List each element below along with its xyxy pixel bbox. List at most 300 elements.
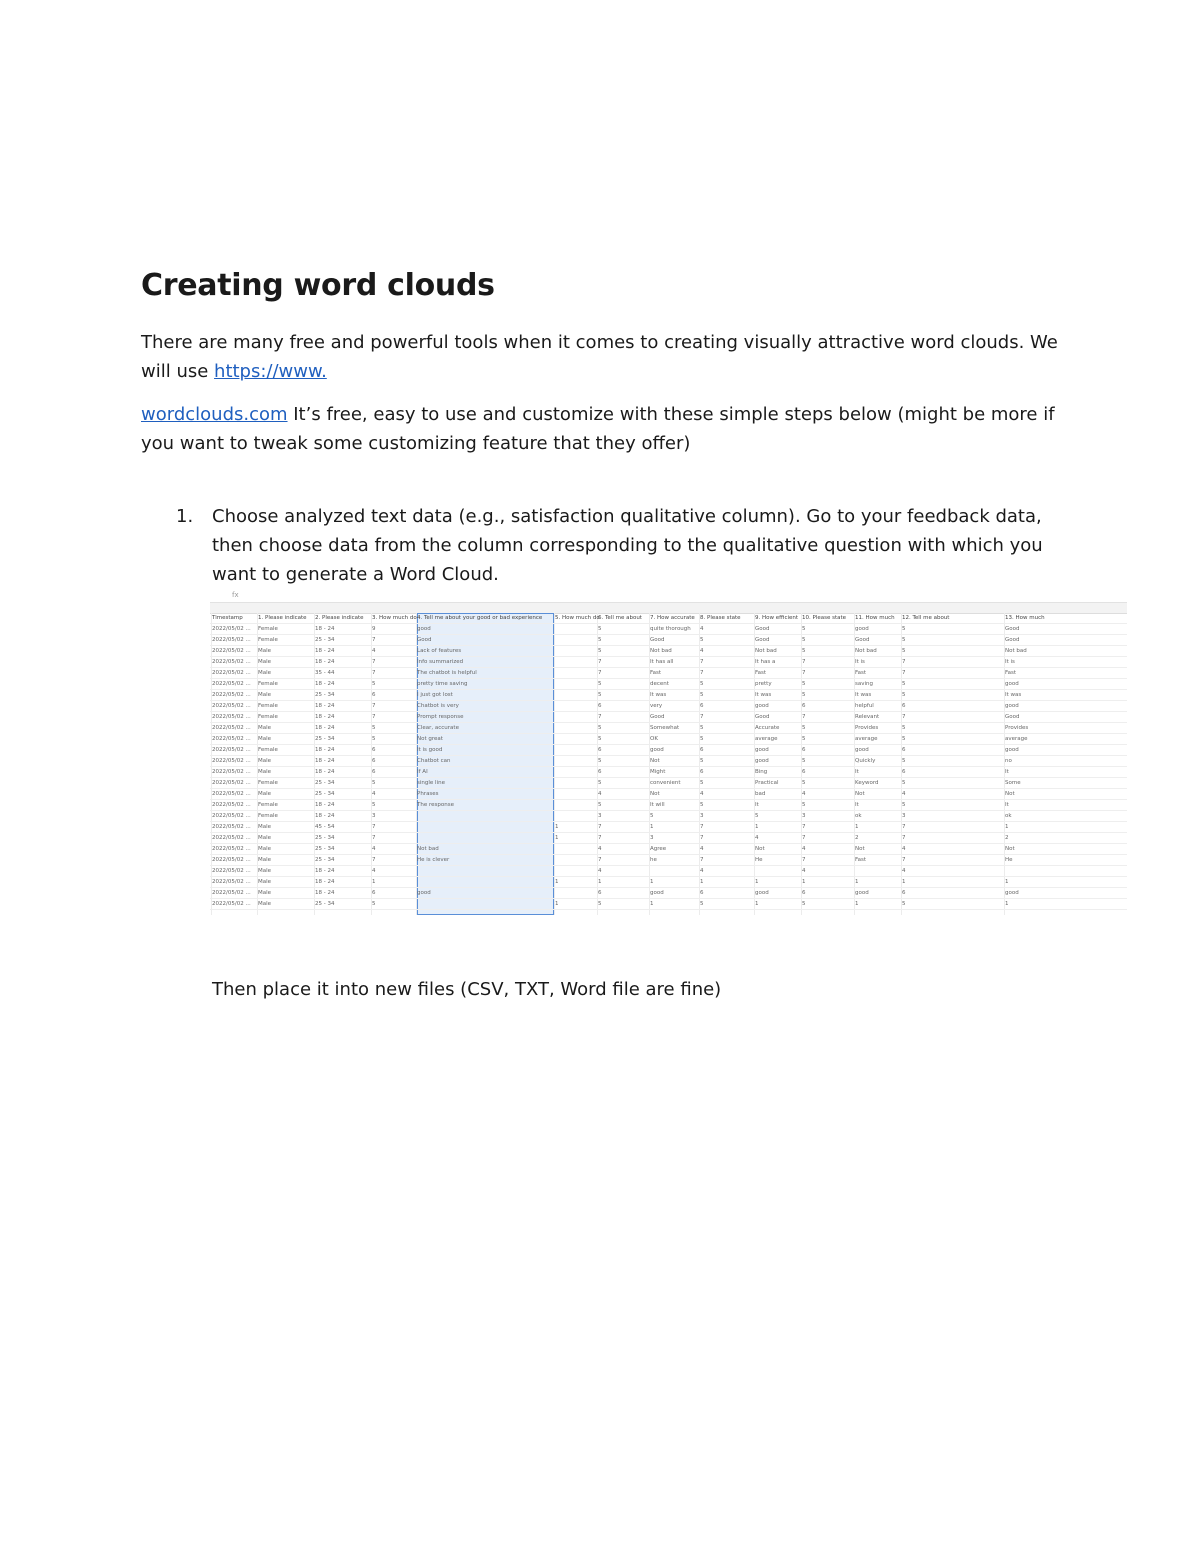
intro-paragraph [141, 328, 1071, 386]
table-row [210, 834, 1127, 844]
table-cell: Relevant [855, 714, 880, 720]
table-cell: 2022/05/02 ... [212, 780, 251, 786]
table-cell: 18 - 24 [315, 659, 335, 665]
intro-text-2: It’s free, easy to use and customize with these simple steps below (might be more if you want to tweak some customizing feature that they offer) [141, 404, 1055, 454]
table-cell: 5 [700, 736, 704, 742]
table-cell: 2022/05/02 ... [212, 758, 251, 764]
table-cell: good [755, 703, 769, 709]
table-cell: 6 [372, 890, 376, 896]
table-row [210, 735, 1127, 745]
table-cell: 4 [700, 791, 704, 797]
table-cell: 5 [802, 637, 806, 643]
table-cell: 5 [902, 901, 906, 907]
table-cell: 1 [755, 879, 759, 885]
table-cell: 1 [700, 879, 704, 885]
table-cell: 2022/05/02 ... [212, 659, 251, 665]
table-cell: Male [258, 758, 272, 764]
table-cell: 4 [902, 791, 906, 797]
table-cell: Good [650, 714, 665, 720]
table-cell: 18 - 24 [315, 648, 335, 654]
column-header-bar [210, 603, 1127, 614]
table-cell: Not [650, 791, 660, 797]
table-cell: 18 - 24 [315, 879, 335, 885]
table-cell: 2022/05/02 ... [212, 901, 251, 907]
table-cell: Male [258, 791, 272, 797]
table-cell: 6 [902, 747, 906, 753]
table-cell: Female [258, 703, 278, 709]
table-cell: Good [1005, 637, 1020, 643]
link-https[interactable]: https://www. [214, 361, 327, 382]
table-cell: 2022/05/02 ... [212, 769, 251, 775]
table-cell: It was [855, 692, 872, 698]
table-cell: 5 [802, 780, 806, 786]
table-cell: convenient [650, 780, 681, 786]
table-cell: It [855, 769, 859, 775]
table-cell: 2 [855, 835, 859, 841]
table-cell: Female [258, 780, 278, 786]
table-row [210, 812, 1127, 822]
table-cell: average [755, 736, 778, 742]
table-row [210, 900, 1127, 910]
table-cell: helpful [855, 703, 874, 709]
header-cell: 12. Tell me about [902, 615, 950, 621]
table-cell: 2 [1005, 835, 1009, 841]
header-cell: 3. How much do [372, 615, 417, 621]
table-cell: 4 [598, 791, 602, 797]
table-cell: 7 [700, 835, 704, 841]
table-cell: Not [855, 846, 865, 852]
table-cell: 5 [902, 626, 906, 632]
table-cell: OK [650, 736, 658, 742]
table-cell: 7 [902, 670, 906, 676]
table-cell: 2022/05/02 ... [212, 813, 251, 819]
table-cell: 1 [555, 901, 559, 907]
table-cell: 18 - 24 [315, 813, 335, 819]
table-cell: 2022/05/02 ... [212, 692, 251, 698]
table-cell: 2022/05/02 ... [212, 791, 251, 797]
table-cell: 7 [372, 824, 376, 830]
table-cell: Fast [855, 670, 867, 676]
table-cell: single line [417, 780, 445, 786]
table-cell: 4 [700, 868, 704, 874]
table-cell: 7 [372, 835, 376, 841]
table-cell: 18 - 24 [315, 890, 335, 896]
header-cell: 9. How efficient [755, 615, 799, 621]
table-cell: 7 [902, 835, 906, 841]
table-cell: Male [258, 890, 272, 896]
table-cell: Not [1005, 846, 1015, 852]
table-cell: Male [258, 857, 272, 863]
table-cell: Not bad [1005, 648, 1027, 654]
table-cell: 5 [802, 725, 806, 731]
table-cell: 3 [598, 813, 602, 819]
table-cell: 1 [555, 824, 559, 830]
header-cell: 11. How much [855, 615, 895, 621]
table-row [210, 878, 1127, 888]
table-cell: 7 [598, 857, 602, 863]
table-cell: 6 [700, 769, 704, 775]
intro-text-1: There are many free and powerful tools when it comes to creating visually attractive word clouds. We will use [141, 332, 1058, 382]
table-cell: It has a [755, 659, 776, 665]
table-cell: Practical [755, 780, 779, 786]
header-cell: 7. How accurate [650, 615, 695, 621]
table-cell: 5 [802, 802, 806, 808]
table-cell: 4 [802, 846, 806, 852]
table-cell: 7 [598, 714, 602, 720]
table-cell: 3 [902, 813, 906, 819]
table-row [210, 856, 1127, 866]
table-cell: 7 [372, 857, 376, 863]
table-cell: 25 - 34 [315, 901, 335, 907]
table-cell: 5 [902, 758, 906, 764]
table-cell: Male [258, 670, 272, 676]
table-cell: 5 [802, 626, 806, 632]
table-cell: 4 [700, 626, 704, 632]
table-cell: Good [650, 637, 665, 643]
table-cell: 1 [855, 879, 859, 885]
table-cell: saving [855, 681, 873, 687]
table-cell: Male [258, 736, 272, 742]
table-cell: 5 [802, 692, 806, 698]
table-cell: Not bad [855, 648, 877, 654]
table-cell: 25 - 34 [315, 857, 335, 863]
table-cell: good [1005, 747, 1019, 753]
table-cell: Male [258, 901, 272, 907]
table-cell: Good [755, 637, 770, 643]
table-cell: 6 [372, 769, 376, 775]
table-cell: very [650, 703, 663, 709]
table-cell: It will [650, 802, 665, 808]
header-cell: Timestamp [212, 615, 243, 621]
header-cell: 10. Please state [802, 615, 847, 621]
table-cell: 1 [372, 879, 376, 885]
table-row [210, 790, 1127, 800]
table-cell: The chatbot is helpful [417, 670, 477, 676]
table-cell: Not [855, 791, 865, 797]
table-cell: Good [755, 626, 770, 632]
table-cell: It [755, 802, 759, 808]
table-cell: 1 [650, 901, 654, 907]
table-cell: 7 [700, 857, 704, 863]
table-cell: Female [258, 681, 278, 687]
table-cell: 18 - 24 [315, 714, 335, 720]
table-row [210, 867, 1127, 877]
table-cell: average [855, 736, 878, 742]
table-row [210, 702, 1127, 712]
intro-paragraph-2 [141, 400, 1071, 458]
table-cell: 7 [902, 857, 906, 863]
table-cell: 5 [700, 901, 704, 907]
header-cell: 2. Please indicate [315, 615, 364, 621]
table-cell: 35 - 44 [315, 670, 335, 676]
table-cell: he [650, 857, 657, 863]
table-cell: 1 [1005, 879, 1009, 885]
table-cell: 7 [372, 703, 376, 709]
link-wordclouds[interactable]: wordclouds.com [141, 404, 288, 425]
table-cell: Male [258, 692, 272, 698]
table-cell: 5 [902, 692, 906, 698]
table-cell: 1 [555, 879, 559, 885]
table-cell: Lack of features [417, 648, 462, 654]
table-row [210, 823, 1127, 833]
table-cell: Chatbot is very [417, 703, 459, 709]
table-cell: 5 [902, 681, 906, 687]
table-cell: Male [258, 824, 272, 830]
table-cell: 9 [372, 626, 376, 632]
table-cell: 5 [372, 681, 376, 687]
table-cell: 7 [598, 670, 602, 676]
table-cell: 7 [372, 659, 376, 665]
table-cell: 5 [598, 626, 602, 632]
table-cell: Bing [755, 769, 768, 775]
table-cell: 7 [598, 824, 602, 830]
table-row [210, 669, 1127, 679]
table-cell: 18 - 24 [315, 758, 335, 764]
table-cell: It has all [650, 659, 674, 665]
table-cell: 6 [598, 769, 602, 775]
table-cell: 5 [755, 813, 759, 819]
list-text: Choose analyzed text data (e.g., satisfaction qualitative column). Go to your feedback data, then choose data from the column corresponding to the qualitative question with which you want to generate a Word Cloud. [212, 506, 1043, 585]
table-cell: 5 [700, 681, 704, 687]
table-cell: good [755, 758, 769, 764]
table-cell: 4 [372, 846, 376, 852]
table-cell: 4 [372, 648, 376, 654]
table-row [210, 889, 1127, 899]
table-cell: 2022/05/02 ... [212, 637, 251, 643]
table-cell: Male [258, 879, 272, 885]
table-cell: 1 [755, 901, 759, 907]
table-cell: 3 [650, 835, 654, 841]
table-cell: 5 [598, 692, 602, 698]
table-cell: good [855, 890, 869, 896]
table-cell: Female [258, 714, 278, 720]
table-cell: Male [258, 659, 272, 665]
table-cell: 5 [598, 681, 602, 687]
table-cell: Phrases [417, 791, 439, 797]
table-cell: 5 [372, 802, 376, 808]
table-cell: 5 [802, 736, 806, 742]
table-cell: 5 [372, 725, 376, 731]
table-cell: 5 [902, 780, 906, 786]
table-cell: 4 [598, 868, 602, 874]
table-cell: 5 [700, 725, 704, 731]
closing-paragraph: Then place it into new files (CSV, TXT, Word file are fine) [212, 979, 722, 1000]
table-cell: 5 [802, 648, 806, 654]
table-cell: Not bad [650, 648, 672, 654]
header-cell: 5. How much do [555, 615, 600, 621]
table-cell: 2022/05/02 ... [212, 670, 251, 676]
table-cell: I just got lost [417, 692, 453, 698]
table-cell: 7 [372, 714, 376, 720]
table-row [210, 724, 1127, 734]
table-cell: 2022/05/02 ... [212, 703, 251, 709]
table-cell: 2022/05/02 ... [212, 648, 251, 654]
table-cell: good [755, 890, 769, 896]
table-cell: 4 [598, 846, 602, 852]
table-cell: 18 - 24 [315, 868, 335, 874]
table-cell: 6 [372, 758, 376, 764]
table-cell: 7 [700, 824, 704, 830]
table-cell: 5 [598, 637, 602, 643]
table-cell: decent [650, 681, 669, 687]
table-cell: good [417, 626, 431, 632]
table-cell: 6 [802, 747, 806, 753]
table-cell: 2022/05/02 ... [212, 681, 251, 687]
table-cell: 5 [700, 637, 704, 643]
table-cell: 5 [700, 758, 704, 764]
table-cell: 18 - 24 [315, 703, 335, 709]
table-cell: Some [1005, 780, 1021, 786]
table-cell: Female [258, 626, 278, 632]
table-row [210, 636, 1127, 646]
table-cell: Fast [755, 670, 767, 676]
table-cell: 45 - 54 [315, 824, 335, 830]
table-cell: Not [755, 846, 765, 852]
table-cell: He [1005, 857, 1013, 863]
table-cell: Clear, accurate [417, 725, 459, 731]
table-cell: 1 [802, 879, 806, 885]
spreadsheet-screenshot [210, 588, 1127, 918]
table-row [210, 647, 1127, 657]
table-cell: 1 [650, 824, 654, 830]
table-cell: good [855, 626, 869, 632]
table-cell: 25 - 34 [315, 835, 335, 841]
table-cell: It was [650, 692, 667, 698]
table-cell: 5 [598, 780, 602, 786]
table-cell: 7 [372, 637, 376, 643]
header-cell: 13. How much [1005, 615, 1045, 621]
table-row [210, 768, 1127, 778]
table-cell: Good [855, 637, 870, 643]
table-cell: no [1005, 758, 1012, 764]
table-cell: 6 [802, 769, 806, 775]
table-cell: pretty time saving [417, 681, 468, 687]
table-cell: Fast [855, 857, 867, 863]
table-cell: 2022/05/02 ... [212, 835, 251, 841]
table-cell: 2022/05/02 ... [212, 846, 251, 852]
table-cell: 18 - 24 [315, 681, 335, 687]
table-cell: 5 [372, 901, 376, 907]
table-cell: 1 [650, 879, 654, 885]
header-cell: 6. Tell me about [598, 615, 642, 621]
table-cell: 5 [802, 758, 806, 764]
table-cell: 4 [700, 648, 704, 654]
table-cell: 7 [902, 824, 906, 830]
formula-label: fx [232, 591, 239, 599]
table-cell: It [855, 802, 859, 808]
table-cell: Not bad [755, 648, 777, 654]
table-cell: 5 [372, 780, 376, 786]
table-cell: 1 [902, 879, 906, 885]
table-cell: He [755, 857, 763, 863]
table-cell: Quickly [855, 758, 876, 764]
table-cell: 4 [802, 791, 806, 797]
table-cell: Agree [650, 846, 667, 852]
table-cell: 7 [802, 659, 806, 665]
table-cell: 5 [902, 637, 906, 643]
table-cell: 7 [700, 659, 704, 665]
table-cell: good [650, 890, 664, 896]
table-cell: 6 [372, 747, 376, 753]
table-cell: quite thorough [650, 626, 691, 632]
table-cell: 2022/05/02 ... [212, 879, 251, 885]
table-cell: Not [650, 758, 660, 764]
table-cell: pretty [755, 681, 772, 687]
table-cell: 5 [902, 725, 906, 731]
table-cell: 5 [700, 802, 704, 808]
table-cell: 6 [902, 890, 906, 896]
table-row [210, 746, 1127, 756]
table-cell: 2022/05/02 ... [212, 802, 251, 808]
table-cell: 1 [855, 901, 859, 907]
table-cell: 6 [372, 692, 376, 698]
table-cell: 5 [700, 780, 704, 786]
table-cell: Info summarized [417, 659, 464, 665]
header-cell: 4. Tell me about your good or bad experience [417, 615, 543, 621]
table-cell: 5 [700, 692, 704, 698]
table-cell: Male [258, 648, 272, 654]
table-cell: 1 [1005, 901, 1009, 907]
table-row [210, 691, 1127, 701]
table-cell: 1 [755, 824, 759, 830]
table-cell: Good [1005, 714, 1020, 720]
table-cell: Somewhat [650, 725, 680, 731]
table-cell: It was [1005, 692, 1022, 698]
table-cell: 5 [598, 901, 602, 907]
table-cell: Male [258, 846, 272, 852]
table-cell: Male [258, 725, 272, 731]
table-cell: 5 [902, 802, 906, 808]
table-row [210, 658, 1127, 668]
table-cell: 5 [902, 736, 906, 742]
table-cell: The response [417, 802, 454, 808]
table-cell: good [855, 747, 869, 753]
table-cell: 3 [700, 813, 704, 819]
table-cell: 4 [372, 868, 376, 874]
table-cell: 18 - 24 [315, 725, 335, 731]
table-cell: 6 [700, 890, 704, 896]
table-cell: 25 - 34 [315, 692, 335, 698]
table-cell: ok [855, 813, 862, 819]
table-cell: good [1005, 681, 1019, 687]
table-cell: Fast [1005, 670, 1017, 676]
table-cell: 18 - 24 [315, 747, 335, 753]
list-number: 1. [176, 506, 194, 527]
table-cell: Male [258, 868, 272, 874]
table-cell: 6 [802, 890, 806, 896]
table-header-row [210, 614, 1127, 624]
table-cell: 2022/05/02 ... [212, 857, 251, 863]
table-cell: 1 [598, 879, 602, 885]
header-cell: 1. Please indicate [258, 615, 307, 621]
table-cell: 25 - 34 [315, 637, 335, 643]
table-cell: Accurate [755, 725, 780, 731]
table-cell: 6 [598, 890, 602, 896]
table-cell: 18 - 24 [315, 769, 335, 775]
table-cell: 6 [902, 703, 906, 709]
table-cell: Female [258, 813, 278, 819]
table-cell: 3 [802, 813, 806, 819]
table-cell: 2022/05/02 ... [212, 868, 251, 874]
table-cell: Not bad [417, 846, 439, 852]
table-cell: Chatbot can [417, 758, 451, 764]
table-cell: 5 [372, 736, 376, 742]
table-cell: 7 [902, 659, 906, 665]
table-cell: It [1005, 769, 1009, 775]
table-cell: 5 [598, 648, 602, 654]
table-cell: Keyword [855, 780, 879, 786]
table-row [210, 845, 1127, 855]
